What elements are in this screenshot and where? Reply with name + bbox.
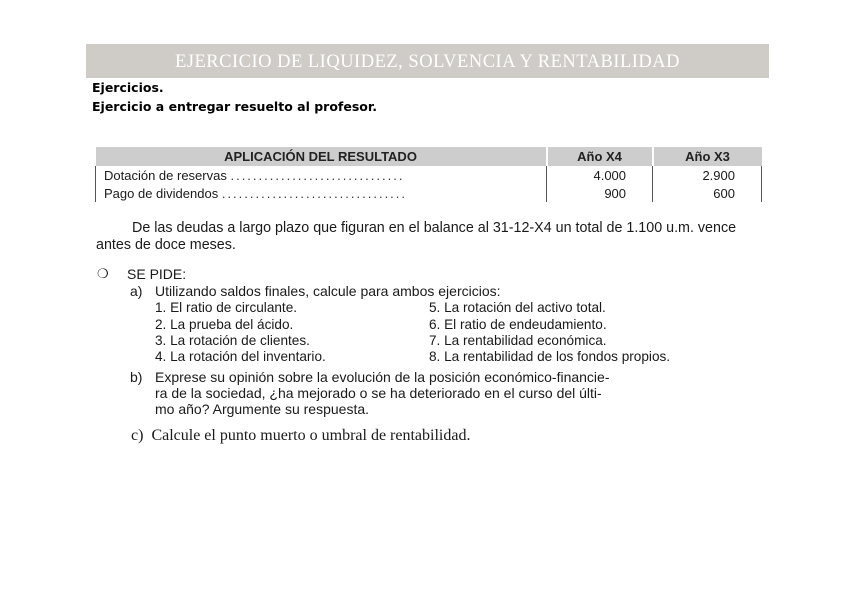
item-c-label: c) bbox=[131, 427, 144, 444]
page-title: EJERCICIO DE LIQUIDEZ, SOLVENCIA Y RENTABILIDAD bbox=[174, 52, 681, 72]
table-row bbox=[96, 166, 762, 184]
ratio-item: 4. La rotación del inventario. bbox=[155, 349, 326, 364]
debt-paragraph: De las deudas a largo plazo que figuran en el balance al 31-12-X4 un total de 1.100 u.m. vence antes de doce meses. bbox=[96, 220, 737, 253]
item-b-text-line: mo año? Argumente su respuesta. bbox=[155, 401, 370, 417]
ratio-item: 7. La rentabilidad económica. bbox=[429, 333, 607, 348]
item-b-label: b) bbox=[130, 369, 143, 385]
ratio-item: 8. La rentabilidad de los fondos propios. bbox=[429, 349, 671, 364]
item-b-text-line: ra de la sociedad, ¿ha mejorado o se ha deteriorado en el curso del últi- bbox=[155, 385, 602, 401]
table-header: Año X3 bbox=[653, 147, 762, 166]
se-pide-heading: SE PIDE: bbox=[127, 266, 187, 282]
ratio-item: 2. La prueba del ácido. bbox=[155, 317, 294, 332]
table-header: Año X4 bbox=[547, 147, 653, 166]
exercises-label: Ejercicios. bbox=[92, 80, 164, 95]
item-b-text-line: Exprese su opinión sobre la evolución de la posición económico-financie- bbox=[155, 369, 610, 385]
table-cell: 2.900 bbox=[653, 166, 762, 184]
table-cell: 4.000 bbox=[547, 166, 653, 184]
ratio-item: 1. El ratio de circulante. bbox=[155, 300, 298, 315]
table-header: APLICACIÓN DEL RESULTADO bbox=[96, 147, 547, 166]
item-a-label: a) bbox=[130, 283, 143, 299]
leader-dots: ................................. bbox=[221, 185, 408, 201]
table-header-row bbox=[96, 147, 762, 166]
table-cell-label bbox=[96, 166, 547, 184]
table-cell: 900 bbox=[547, 184, 653, 202]
table-cell: 600 bbox=[653, 184, 762, 202]
item-a-text: Utilizando saldos finales, calcule para ambos ejercicios: bbox=[155, 283, 501, 299]
table-cell-label bbox=[96, 184, 547, 202]
row-label: Pago de dividendos bbox=[104, 185, 219, 201]
item-c-text: Calcule el punto muerto o umbral de rentabilidad. bbox=[151, 427, 471, 444]
table-row bbox=[96, 184, 762, 202]
title-banner bbox=[86, 44, 769, 78]
row-label: Dotación de reservas bbox=[104, 167, 227, 183]
ratio-item: 3. La rotación de clientes. bbox=[155, 333, 310, 348]
item-c bbox=[131, 427, 470, 445]
ratio-item: 5. La rotación del activo total. bbox=[429, 300, 606, 315]
circle-bullet-icon: ❍ bbox=[97, 266, 109, 281]
leader-dots: ............................... bbox=[230, 167, 405, 183]
result-table bbox=[95, 147, 762, 202]
ratio-item: 6. El ratio de endeudamiento. bbox=[429, 317, 607, 332]
instruction-label: Ejercicio a entregar resuelto al profesor. bbox=[92, 99, 377, 114]
